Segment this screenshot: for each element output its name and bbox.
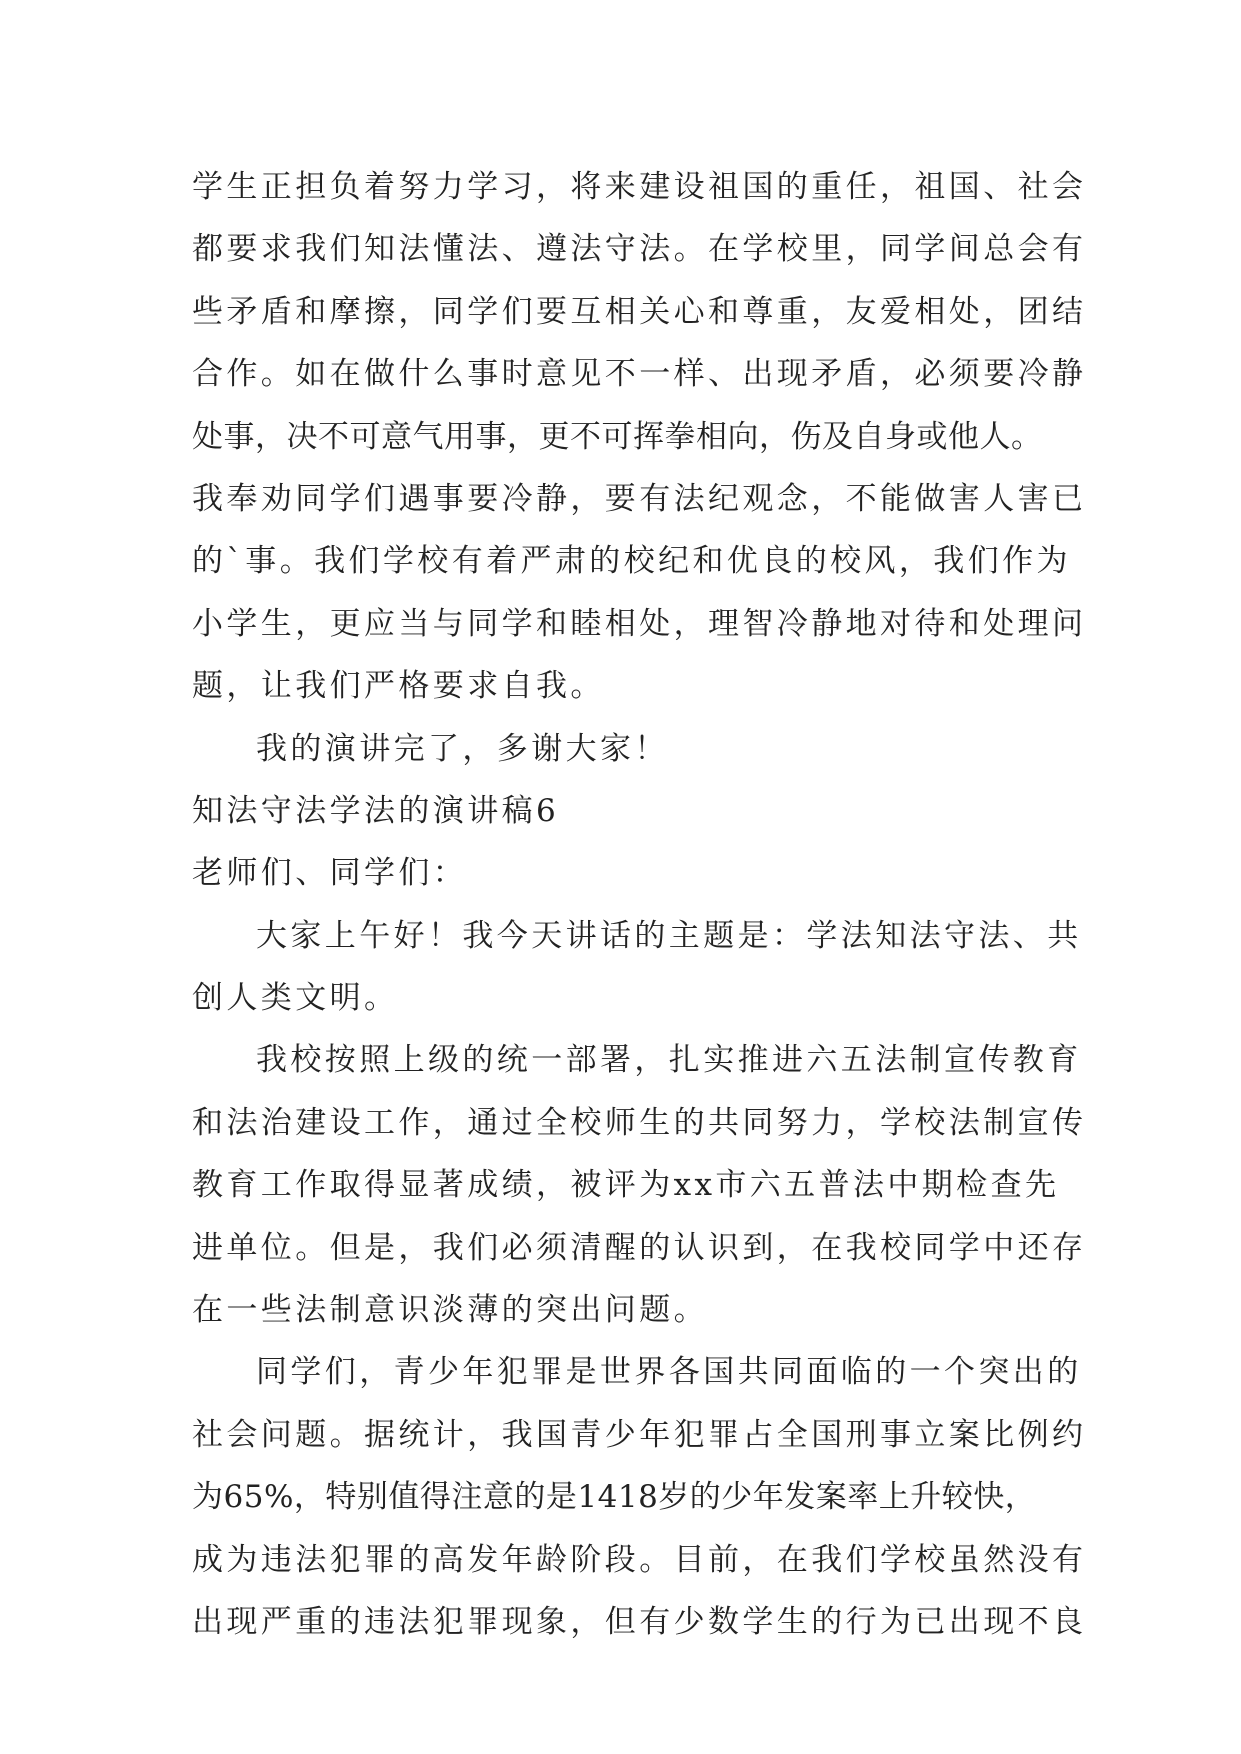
text-line: 都要求我们知法懂法、遵法守法。在学校里，同学间总会有	[192, 231, 1087, 268]
section-title: 知法守法学法的演讲稿6	[192, 792, 560, 829]
text-line: 成为违法犯罪的高发年龄阶段。目前，在我们学校虽然没有	[192, 1541, 1087, 1578]
text-line: 为65%，特别值得注意的是1418岁的少年发案率上升较快，	[192, 1479, 1037, 1516]
text-line: 教育工作取得显著成绩，被评为xx市六五普法中期检查先	[192, 1167, 1060, 1204]
text-line: 小学生，更应当与同学和睦相处，理智冷静地对待和处理问	[192, 605, 1087, 642]
text-line: 在一些法制意识淡薄的突出问题。	[192, 1292, 708, 1329]
text-line: 创人类文明。	[192, 980, 399, 1017]
text-line: 社会问题。据统计，我国青少年犯罪占全国刑事立案比例约	[192, 1416, 1087, 1453]
text-line: 我奉劝同学们遇事要冷静，要有法纪观念，不能做害人害已	[192, 480, 1087, 517]
text-line: 处事，决不可意气用事，更不可挥拳相向，伤及自身或他人。	[192, 418, 1043, 455]
document-body	[192, 156, 1087, 1653]
salutation: 老师们、同学们：	[192, 855, 468, 892]
text-line: 和法治建设工作，通过全校师生的共同努力，学校法制宣传	[192, 1104, 1087, 1141]
text-line: 学生正担负着努力学习，将来建设祖国的重任，祖国、社会	[192, 169, 1087, 205]
text-line: 合作。如在做什么事时意见不一样、出现矛盾，必须要冷静	[192, 356, 1087, 393]
text-line: 进单位。但是，我们必须清醒的认识到，在我校同学中还存	[192, 1229, 1087, 1266]
text-line: 出现严重的违法犯罪现象，但有少数学生的行为已出现不良	[192, 1603, 1087, 1640]
text-line: 题，让我们严格要求自我。	[192, 668, 605, 705]
text-line: 同学们，青少年犯罪是世界各国共同面临的一个突出的	[256, 1354, 1082, 1391]
text-line: 大家上午好！我今天讲话的主题是：学法知法守法、共	[256, 917, 1082, 954]
text-line: 些矛盾和摩擦，同学们要互相关心和尊重，友爱相处，团结	[192, 293, 1087, 330]
text-line: 的`事。我们学校有着严肃的校纪和优良的校风，我们作为	[192, 543, 1071, 580]
text-line: 我校按照上级的统一部署，扎实推进六五法制宣传教育	[256, 1042, 1082, 1079]
closing-line: 我的演讲完了，多谢大家！	[256, 730, 669, 767]
